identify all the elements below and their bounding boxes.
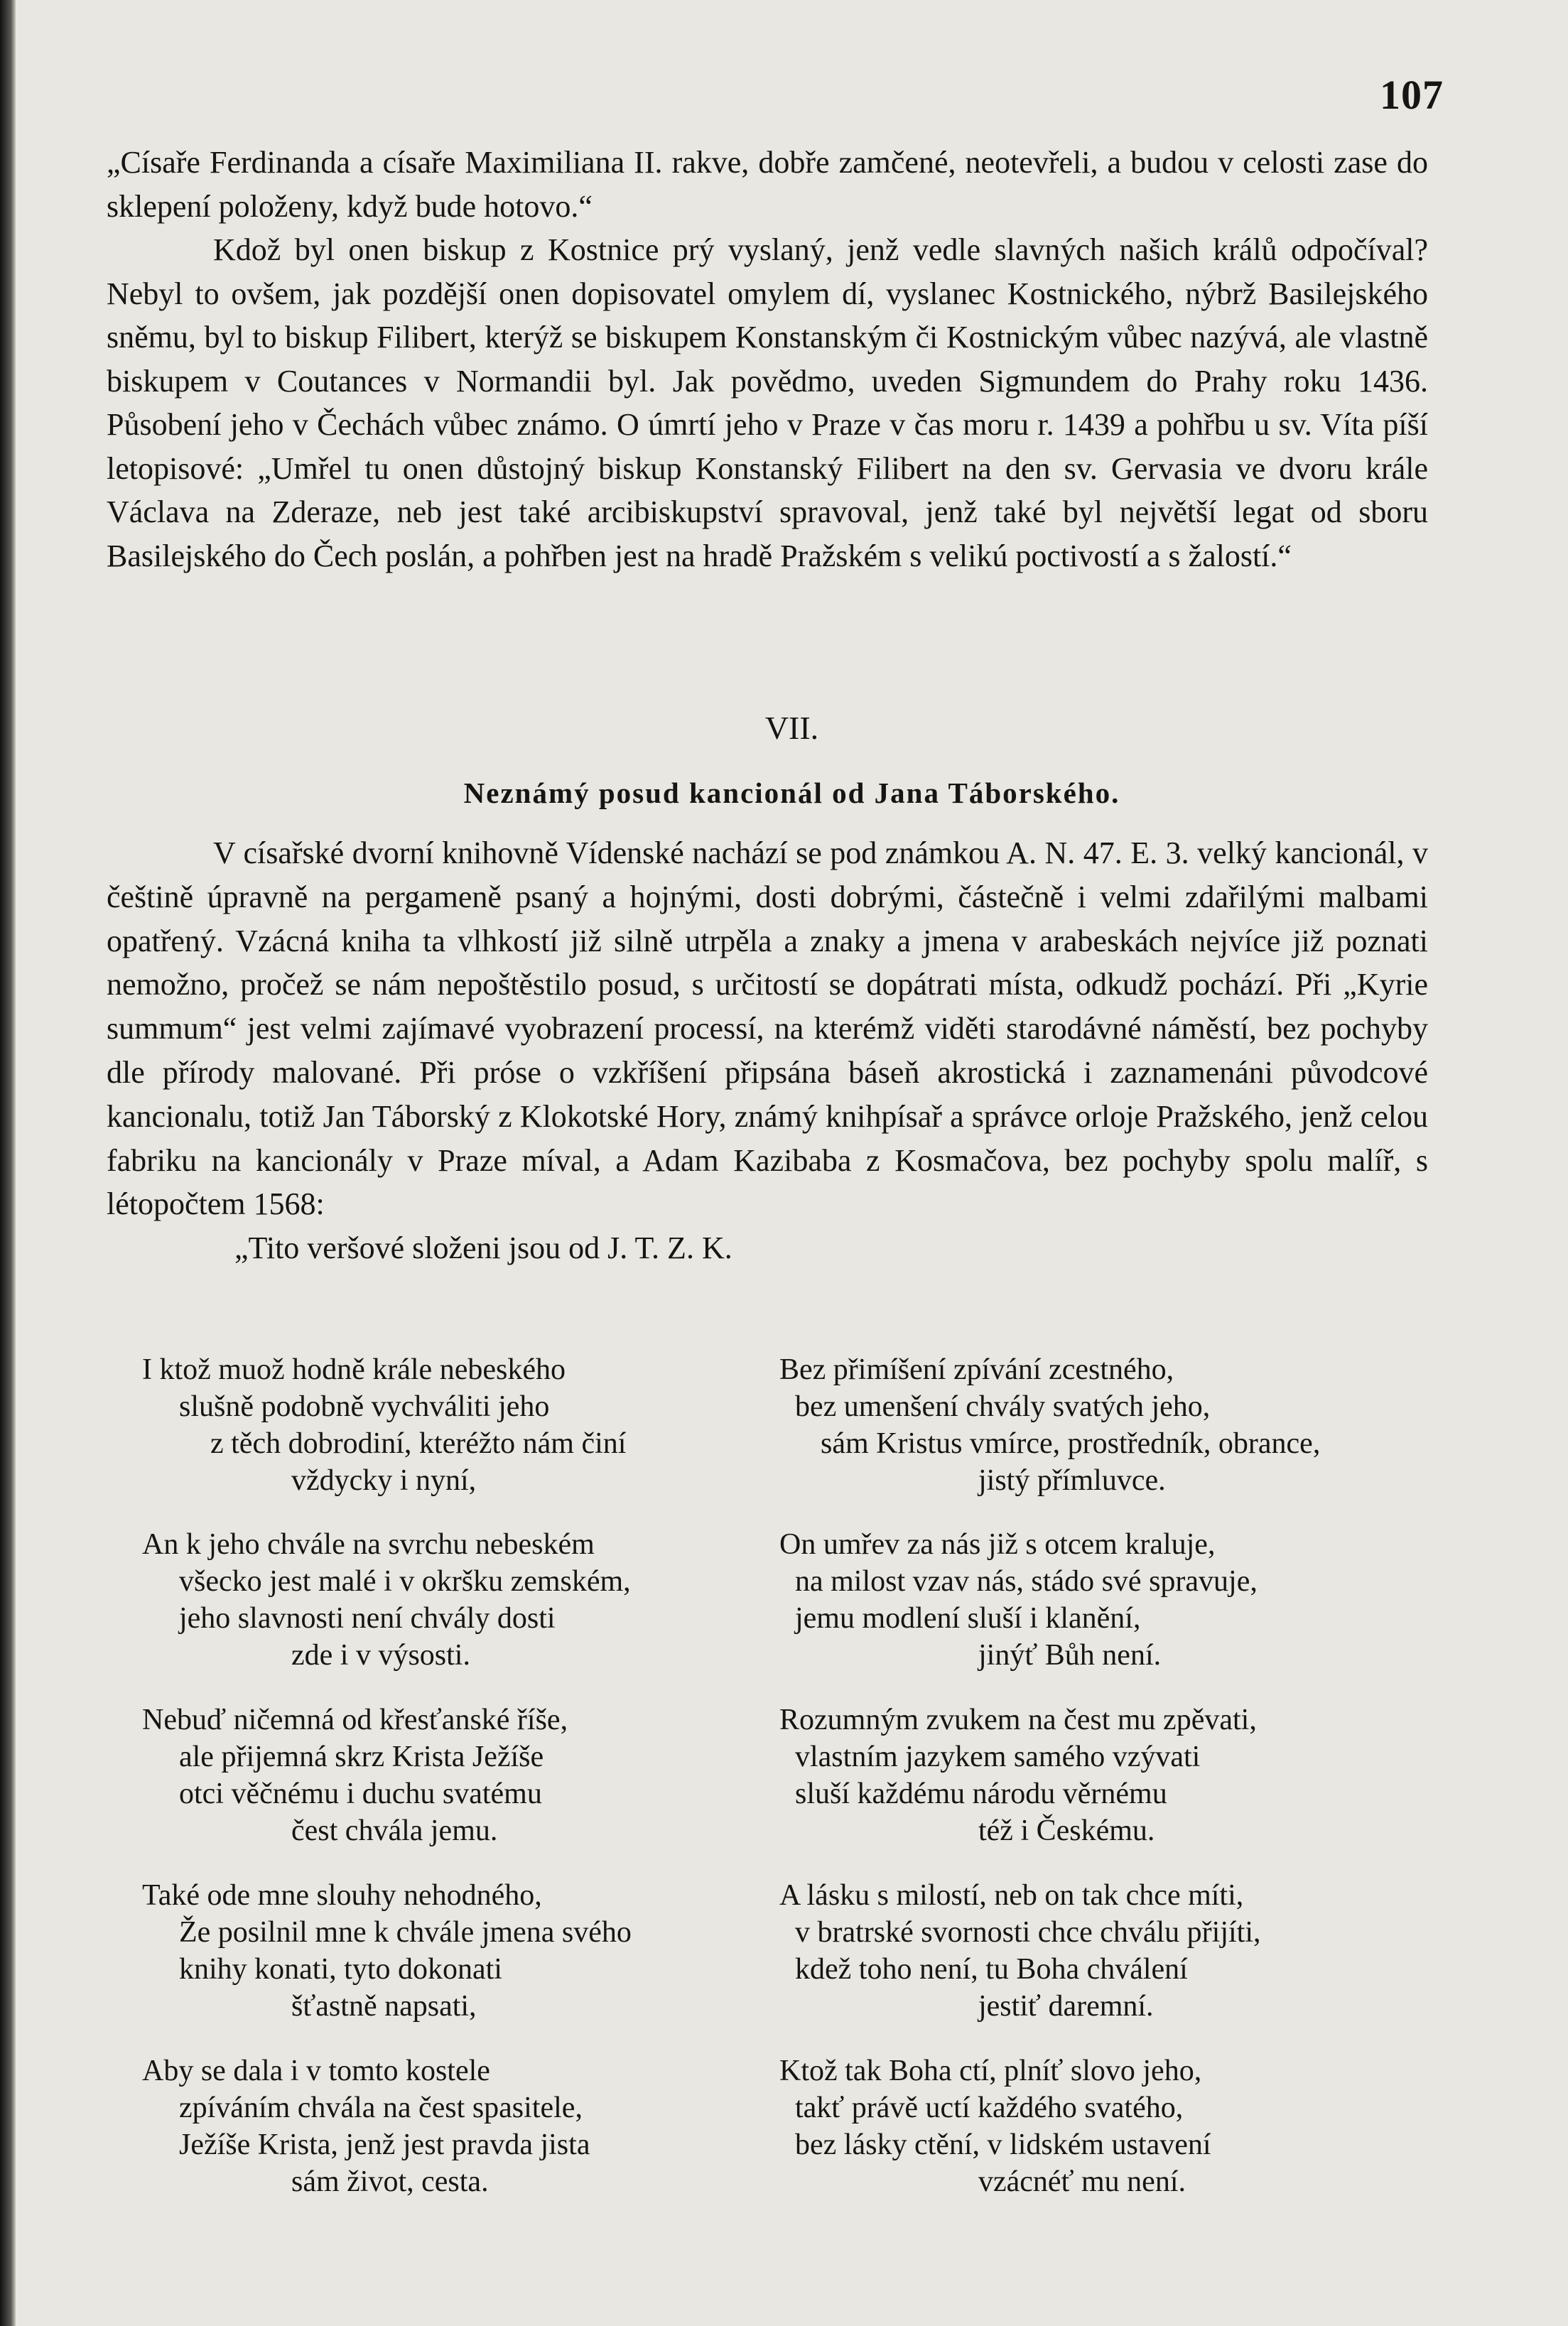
poem-intro: „Tito veršové složeni jsou od J. T. Z. K. <box>234 1230 732 1266</box>
poem-line: v bratrské svornosti chce chválu přijíti, <box>795 1916 1261 1949</box>
poem-line: jeho slavnosti není chvály dosti <box>179 1602 556 1635</box>
poem-stanza <box>779 1351 1433 1499</box>
poem-line: vždycky i nyní, <box>291 1464 477 1497</box>
poem-line: takť právě uctí každého svatého, <box>795 2092 1184 2124</box>
poem-line: An k jeho chvále na svrchu nebeském <box>142 1528 595 1561</box>
poem-line: I ktož muož hodně krále nebeského <box>142 1353 566 1386</box>
poem-line: též i Českému. <box>978 1814 1155 1847</box>
section-number: VII. <box>764 710 819 746</box>
poem-line: Nebuď ničemná od křesťanské říše, <box>142 1704 568 1736</box>
poem-line: sám život, cesta. <box>291 2165 489 2198</box>
poem-line: kdež toho není, tu Boha chválení <box>795 1953 1188 1986</box>
paragraph-quote-emperors: „Císaře Ferdinanda a císaře Maximiliana II. rakve, dobře zamčené, neotevřeli, a budou v celosti zase do sklepení položeny, když bude hotovo.“ <box>107 145 1428 224</box>
poem-line: A lásku s milostí, neb on tak chce míti, <box>779 1879 1244 1912</box>
page-spine-shadow <box>0 0 16 2326</box>
poem-line: na milost vzav nás, stádo své spravuje, <box>795 1565 1258 1598</box>
poem-stanza <box>779 2052 1433 2200</box>
poem-line: všecko jest malé i v okršku zemském, <box>179 1565 631 1598</box>
body-text <box>107 141 1428 578</box>
poem-line: Aby se dala i v tomto kostele <box>142 2055 490 2087</box>
poem-line: Bez přimíšení zpívání zcestného, <box>779 1353 1174 1386</box>
poem-line: jinýť Bůh není. <box>978 1639 1162 1672</box>
poem-line: sám Kristus vmírce, prostředník, obrance, <box>821 1427 1321 1460</box>
poem-stanza <box>142 1702 796 1849</box>
poem-line: On umřev za nás již s otcem kraluje, <box>779 1528 1216 1561</box>
section-title: Neznámý posud kancionál od Jana Táborského. <box>463 777 1120 809</box>
poem-line: zde i v výsosti. <box>291 1639 470 1672</box>
poem-line: šťastně napsati, <box>291 1990 477 2023</box>
poem-line: sluší každému národu věrnému <box>795 1778 1167 1810</box>
poem-stanza <box>142 1526 796 1674</box>
page-number: 107 <box>1380 72 1444 118</box>
poem-line: vzácnéť mu není. <box>978 2165 1186 2198</box>
poem-line: Ktož tak Boha ctí, plníť slovo jeho, <box>779 2055 1202 2087</box>
poem-stanza <box>142 1877 796 2025</box>
poem-line: Ježíše Krista, jenž jest pravda jista <box>179 2128 590 2161</box>
poem-line: slušně podobně vychváliti jeho <box>179 1390 550 1423</box>
poem-line: jestiť daremní. <box>978 1990 1154 2023</box>
poem-line: vlastním jazykem samého vzývati <box>795 1741 1201 1773</box>
poem-line: z těch dobrodiní, kteréžto nám činí <box>210 1427 627 1460</box>
poem-line: jemu modlení sluší i klanění, <box>795 1602 1141 1635</box>
poem-line: bez lásky ctění, v lidském ustavení <box>795 2128 1211 2161</box>
poem-line: bez umenšení chvály svatých jeho, <box>795 1390 1211 1423</box>
poem-line: otci věčnému i duchu svatému <box>179 1778 542 1810</box>
poem-stanza <box>779 1702 1433 1849</box>
poem-line: Také ode mne slouhy nehodného, <box>142 1879 542 1912</box>
poem-line: zpíváním chvála na čest spasitele, <box>179 2092 583 2124</box>
poem-line: jistý přímluvce. <box>978 1464 1166 1497</box>
paragraph-kancional: V císařské dvorní knihovně Vídenské nachází se pod známkou A. N. 47. E. 3. velký kancionál, v češtině úpravně na pergameně psaný a hojnými, dosti dobrými, částečně i velmi zdařilými malbami opatřený. Vzácná kniha ta vlhkostí již silně utrpěla a znaky a jmena v arabeskách nejvíce již poznati nemožno, pročež se nám nepoštěstilo posud, s určitostí se dopátrati místa, odkudž pochází. Při „Kyrie summum“ jest velmi zajímavé vyobrazení processí, na kterémž viděti starodávné náměstí, bez pochyby dle přírody malované. Při próse o vzkříšení připsána báseň akrostická i zaznamenáni původcové kancionalu, totiž Jan Táborský z Klokotské Hory, známý knihpísař a správce orloje Pražského, jenž celou fabriku na kancionály v Praze míval, a Adam Kazibaba z Kosmačova, bez pochyby spolu malíř, s létopočtem 1568: <box>107 835 1428 1222</box>
poem-line: ale přijemná skrz Krista Ježíše <box>179 1741 544 1773</box>
poem-line: Rozumným zvukem na čest mu zpěvati, <box>779 1704 1257 1736</box>
poem-stanza <box>779 1877 1433 2025</box>
poem-stanza <box>779 1526 1433 1674</box>
paragraph-bishop-filibert: Kdož byl onen biskup z Kostnice prý vyslaný, jenž vedle slavných našich králů odpočíval? Nebyl to ovšem, jak pozdější onen dopisovatel omylem dí, vyslanec Kostnického, nýbrž Basilejského sněmu, byl to biskup Filibert, kterýž se biskupem Konstanským či Kostnickým vůbec nazývá, ale vlastně biskupem v Coutances v Normandii byl. Jak povědmo, uveden Sigmundem do Prahy roku 1436. Působení jeho v Čechách vůbec známo. O úmrtí jeho v Praze v čas moru r. 1439 a pohřbu u sv. Víta píší letopisové: „Umřel tu onen důstojný biskup Konstanský Filibert na den sv. Gervasia ve dvoru krále Václava na Zderaze, neb jest také arcibiskupství spravoval, jenž také byl největší legat od sboru Basilejského do Čech poslán, a pohřben jest na hradě Pražském s velikú poctivostí a s žalostí.“ <box>107 232 1428 573</box>
poem-line: čest chvála jemu. <box>291 1814 498 1847</box>
poem-stanza <box>142 1351 796 1499</box>
poem-line: Že posilnil mne k chvále jmena svého <box>179 1916 632 1949</box>
book-page <box>16 0 1568 2326</box>
poem-stanza <box>142 2052 796 2200</box>
poem-line: knihy konati, tyto dokonati <box>179 1953 502 1986</box>
section-text <box>107 831 1428 1270</box>
